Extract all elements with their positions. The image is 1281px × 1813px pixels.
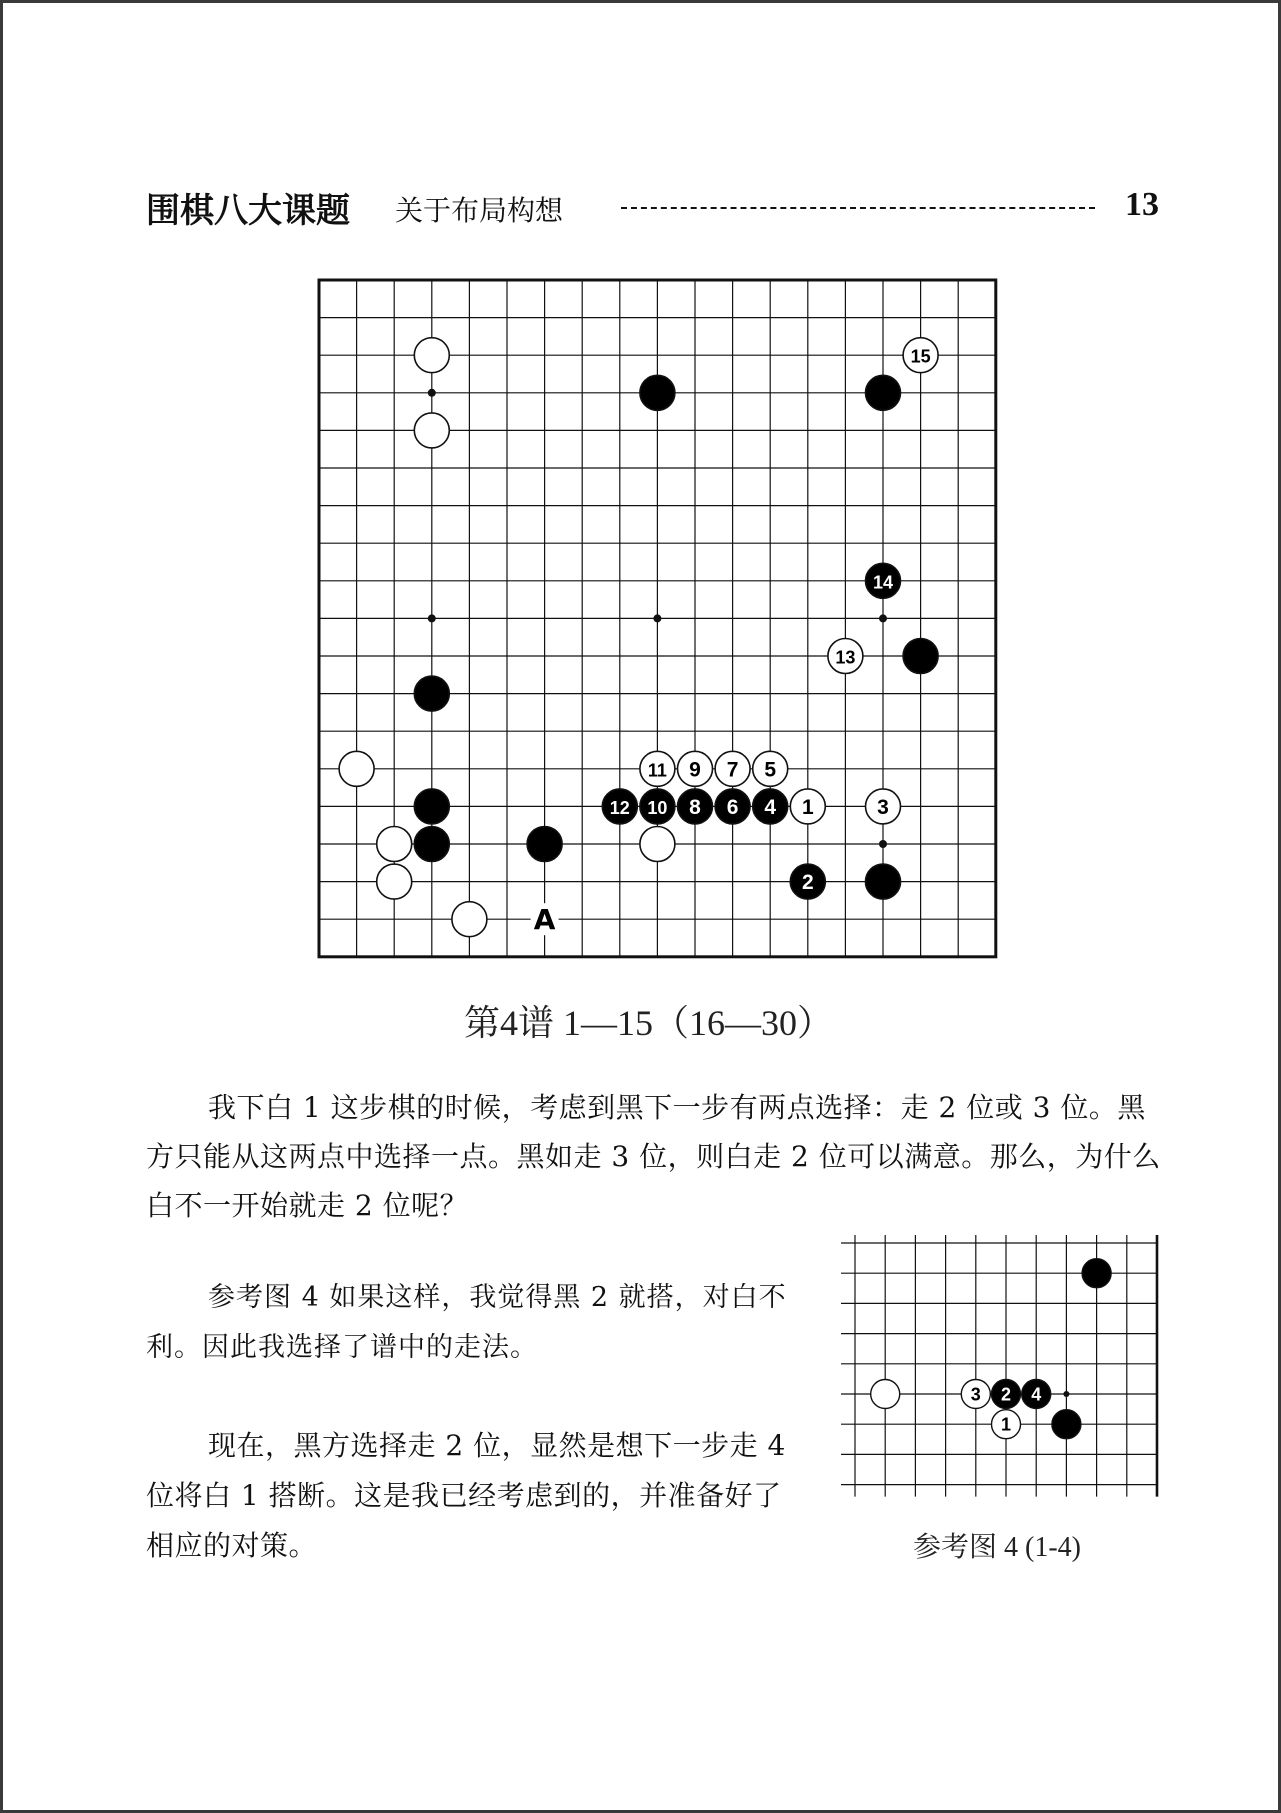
star-point xyxy=(653,614,661,622)
white-stone xyxy=(871,1380,900,1409)
black-stone xyxy=(903,639,938,674)
white-stone xyxy=(339,751,374,786)
move-number-label: 3 xyxy=(970,1384,981,1405)
white-stone xyxy=(377,864,412,899)
move-number-label: 6 xyxy=(726,795,739,819)
star-point xyxy=(1063,1391,1069,1397)
star-point xyxy=(879,840,887,848)
white-stone xyxy=(414,338,449,373)
star-point xyxy=(428,614,436,622)
chapter-title: 关于布局构想 xyxy=(395,194,564,227)
black-stone xyxy=(640,375,675,410)
move-number-label: 2 xyxy=(1000,1384,1012,1405)
paragraph-1: 我下白 1 这步棋的时候，考虑到黑下一步有两点选择：走 2 位或 3 位。黑方只能从这两点中选择一点。黑如走 3 位，则白走 2 位可以满意。那么，为什么白不一开始就走 2 位呢？ xyxy=(146,1091,1161,1222)
black-stone xyxy=(414,676,449,711)
reference-diagram-caption: 参考图 4 (1-4) xyxy=(913,1532,1081,1563)
reference-go-board xyxy=(837,1235,1167,1499)
white-stone xyxy=(414,413,449,448)
reference-go-diagram xyxy=(837,1235,1167,1499)
move-number-label: 14 xyxy=(872,572,894,593)
white-stone xyxy=(640,827,675,862)
black-stone xyxy=(1052,1410,1081,1439)
move-number-label: 9 xyxy=(689,758,701,782)
black-stone xyxy=(414,789,449,824)
move-number-label: 15 xyxy=(910,346,931,367)
main-go-board xyxy=(316,277,1000,961)
move-number-label: 5 xyxy=(764,758,777,782)
point-marker-a: A xyxy=(533,903,556,937)
star-point xyxy=(428,389,436,397)
move-number-label: 4 xyxy=(764,795,777,819)
move-number-label: 1 xyxy=(1000,1414,1012,1435)
page-header xyxy=(3,3,1278,263)
main-go-diagram xyxy=(316,277,1000,961)
move-number-label: 8 xyxy=(689,795,701,819)
header-divider xyxy=(621,207,1095,209)
star-point xyxy=(879,614,887,622)
main-diagram-caption: 第4谱 1—15（16—30） xyxy=(464,1003,833,1043)
white-stone xyxy=(452,902,487,937)
black-stone xyxy=(1082,1259,1111,1288)
book-title: 围棋八大课题 xyxy=(146,191,350,231)
move-number-label: 1 xyxy=(801,795,814,819)
white-stone xyxy=(377,827,412,862)
black-stone xyxy=(527,827,562,862)
move-number-label: 12 xyxy=(609,797,630,818)
move-number-label: 10 xyxy=(647,797,668,818)
page-number: 13 xyxy=(1125,186,1159,223)
move-number-label: 2 xyxy=(801,871,814,895)
black-stone xyxy=(414,827,449,862)
black-stone xyxy=(866,375,901,410)
black-stone xyxy=(866,864,901,899)
move-number-label: 11 xyxy=(647,760,667,781)
move-number-label: 7 xyxy=(726,758,739,782)
paragraph-3: 现在，黑方选择走 2 位，显然是想下一步走 4 位将白 1 搭断。这是我已经考虑到的，并准备好了相应的对策。 xyxy=(146,1429,786,1562)
move-number-label: 3 xyxy=(877,795,889,819)
move-number-label: 13 xyxy=(835,647,856,668)
paragraph-2: 参考图 4 如果这样，我觉得黑 2 就搭，对白不利。因此我选择了谱中的走法。 xyxy=(146,1282,787,1363)
move-number-label: 4 xyxy=(1031,1384,1042,1405)
